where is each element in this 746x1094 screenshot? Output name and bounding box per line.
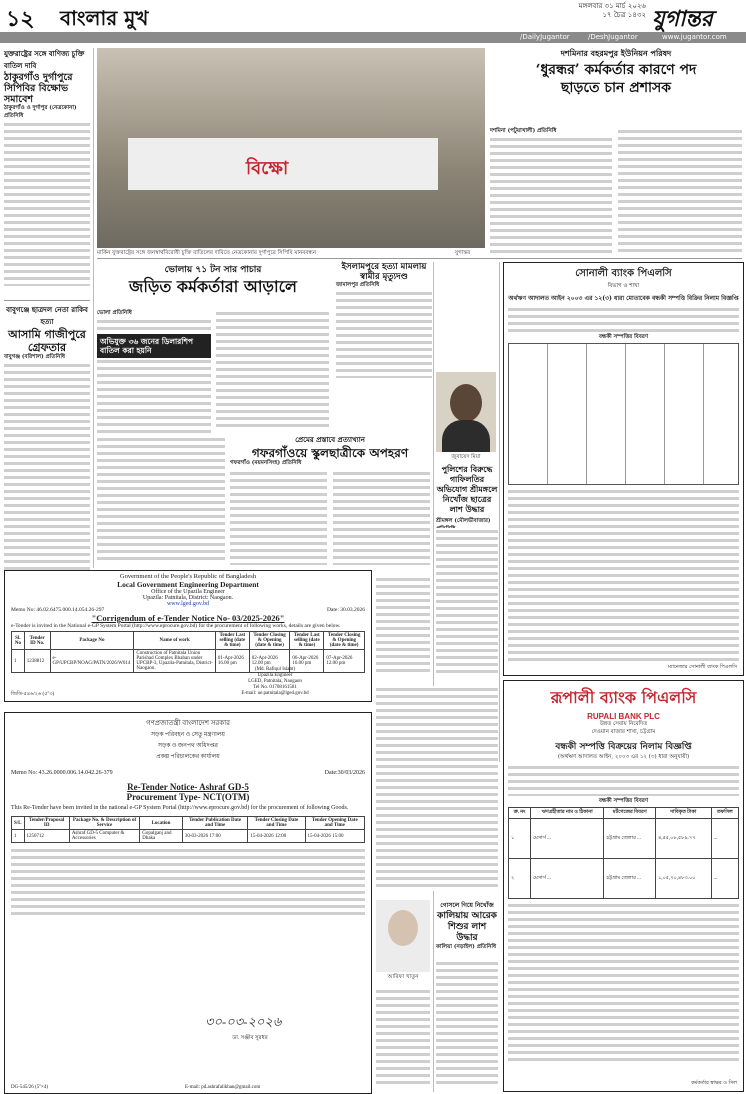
rupali-col-schedule: তফসিল <box>711 808 738 819</box>
prem-story <box>230 434 430 468</box>
divider <box>4 300 90 301</box>
student-body-3 <box>376 686 498 891</box>
psd-subtitle: Procurement Type- NCT(OTM) <box>126 792 250 802</box>
lged-col-id: Tender ID No. <box>24 632 50 650</box>
sonali-bank-name: সোনালী ব্যাংক পিএলসি <box>575 268 672 279</box>
psd-date: Date:30/03/2026 <box>324 770 365 776</box>
table-cell: ১ <box>509 819 531 859</box>
lged-code: জিডি-৫৪৬/২৬ (৫''৩) <box>11 692 55 697</box>
lged-intro: e-Tender is invited in the National e-GP System Portal (http://www.eprocure.gov.bd) for the procurement of following works, details are given below. <box>11 623 341 629</box>
lged-tender-ad <box>4 570 372 702</box>
lged-gov: Government of the People's Republic of Bangladesh <box>119 573 257 580</box>
sonali-office: বিভাগ ও শাখা <box>607 283 640 289</box>
prem-story-headline: গফরগাঁওয়ে স্কুলছাত্রীকে অপহরণ <box>251 446 409 460</box>
student-name: জুবায়েদ মিয়া <box>451 454 481 460</box>
left-story-2-byline: বাবুগঞ্জ (বরিশাল) প্রতিনিধি <box>4 354 65 360</box>
center-story-headline: জড়িত কর্মকর্তারা আড়ালে <box>129 277 297 296</box>
rupali-terms <box>508 902 739 1062</box>
left-story-2-kicker: বাবুগঞ্জে ছাত্রদল নেতা রাকিব হত্যা <box>6 305 88 326</box>
psd-title: Re-Tender Notice- Ashraf GD-5 <box>127 782 249 792</box>
lged-col-sell-old: Tender Last selling (date & time) <box>215 632 249 650</box>
child-name: আরিফা খাতুন <box>387 974 419 980</box>
prem-story-byline: গফরগাঁও (ময়মনসিংহ) প্রতিনিধি <box>230 460 302 466</box>
psd-col-sl: S/L <box>12 817 25 830</box>
rupali-property-table <box>508 807 739 899</box>
child-byline: কালিয়া (নড়াইল) প্রতিনিধি <box>436 944 497 950</box>
lged-col-close-old: Tender Closing & Opening (date & time) <box>249 632 290 650</box>
table-cell: 15-04-2026 12:00 <box>248 830 305 843</box>
sonali-footer: ম্যানেজার সোনালী ব্যাংক পিএলসি <box>668 664 737 670</box>
center-story-col-1 <box>97 310 211 452</box>
lged-memo: Memo No: 46.02.6475.000.14.054.26-297 <box>11 607 105 613</box>
psd-memo-line <box>5 762 371 776</box>
student-shirt <box>442 420 490 452</box>
psd-col-location: Location <box>140 817 183 830</box>
lged-col-sell-new: Tender Last selling (date & time) <box>290 632 324 650</box>
student-photo <box>436 372 496 452</box>
right-story-body-1 <box>490 136 612 254</box>
table-cell: Ashraf GD-5 Computer & Accessories <box>69 830 139 843</box>
center-story-body-4 <box>97 436 225 564</box>
child-kicker: গোসলে গিয়ে নিখোঁজ <box>440 902 494 909</box>
right-story <box>490 48 742 97</box>
left-story-1-byline: ঠাকুরগাঁও ও দুর্গাপুর (নেত্রকোনা) প্রতিনিধি <box>4 105 77 119</box>
left-story-2 <box>4 304 90 587</box>
psd-signature: ৩০-০৩-২০২৬ <box>205 1014 282 1029</box>
lged-address: Upazila: Patnitala, District: Naogaon. <box>142 595 234 601</box>
rupali-tagline: উন্নত সেবায় নিবেদিত <box>599 721 648 727</box>
child-photo <box>376 900 430 972</box>
table-cell: মেসার্স ... <box>531 819 604 859</box>
main-photo <box>97 48 485 248</box>
table-cell: ২ <box>509 859 531 899</box>
sonali-intro <box>508 306 739 334</box>
psd-tender-table <box>11 816 365 843</box>
table-cell: ... <box>711 819 738 859</box>
right-story-body-2 <box>618 128 742 253</box>
social-handle-2[interactable]: /DeshJugantor <box>588 33 638 41</box>
right-story-col-1 <box>490 128 612 254</box>
rupali-bank-name-bn: রূপালী ব্যাংক পিএলসি <box>550 688 697 707</box>
table-header-row <box>12 817 365 830</box>
divider <box>97 258 742 259</box>
table-cell: 1238812 <box>24 650 50 673</box>
rupali-bank-ad <box>503 680 744 1092</box>
right-story-headline-1: ‘ধুরন্ধর’ কর্মকর্তার কারণে পদ <box>535 62 697 78</box>
table-cell: e-GP/UPCBP/NOAG/PATN/2026/W014 <box>50 650 134 673</box>
center-story-body-1 <box>97 318 211 334</box>
murder-story <box>336 262 432 378</box>
lged-office: Office of the Upazila Engineer <box>151 589 225 595</box>
left-story-1 <box>4 48 90 286</box>
student-body-2 <box>376 576 430 676</box>
table-row <box>509 819 739 859</box>
center-story-kicker: ভোলায় ৭১ টন সার পাচার <box>164 265 262 275</box>
murder-story-kicker: ইসলামপুরে হত্যা মামলায় স্বামীর মৃত্যুদণ্ড <box>341 262 427 282</box>
left-story-1-headline: ঠাকুরগাঁও দুর্গাপুরে সিপিবির বিক্ষোভ সমাবেশ <box>4 72 73 105</box>
sonali-property-table <box>508 343 739 485</box>
lged-col-work: Name of work <box>134 632 216 650</box>
left-story-1-body <box>4 121 90 286</box>
lged-col-package: Package No <box>50 632 134 650</box>
table-header-row <box>509 808 739 819</box>
murder-story-body <box>336 290 432 378</box>
column-divider <box>93 48 94 568</box>
sonali-bank-ad <box>503 262 744 676</box>
prem-story-kicker: প্রেমের প্রস্তাবে প্রত্যাখ্যান <box>295 435 365 444</box>
table-cell: 30-03-2026 17:00 <box>182 830 248 843</box>
table-cell: 07-Apr-2026 12.00 pm <box>324 650 365 673</box>
left-story-2-headline: আসামি গাজীপুরে গ্রেফতার <box>8 328 86 354</box>
right-story-byline: দশমিনা (পটুয়াখালী) প্রতিনিধি <box>490 128 557 134</box>
lged-date: Date: 30.03.2026 <box>326 607 365 613</box>
left-story-1-kicker: যুক্তরাষ্ট্রের সঙ্গে বাণিজ্য চুক্তি বাতিল দাবি <box>4 49 85 70</box>
sonali-terms <box>508 488 739 663</box>
table-row <box>509 859 739 899</box>
page-number: ১২ <box>6 6 35 32</box>
psd-intro: This Re-Tender have been invited in the national e-GP System Portal (http://www.eprocure.gov.bd) for the procurement of following Goods. <box>11 805 349 811</box>
table-cell: মেসার্স ... <box>531 859 604 899</box>
brand-logo: যুগান্তর <box>652 6 713 32</box>
psd-tender-ad <box>4 712 372 1094</box>
psd-gov: গণপ্রজাতন্ত্রী বাংলাদেশ সরকার <box>145 719 231 727</box>
center-story-byline: ভোলা প্রতিনিধি <box>97 310 132 316</box>
lged-title: "Corrigendum of e-Tender Notice No- 03/2025-2026" <box>91 613 285 623</box>
lged-signer-email: E-mail: ue.patnitala@lged.gov.bd <box>241 691 309 696</box>
social-bar <box>0 32 746 43</box>
photo-banner-text: বিক্ষো <box>245 157 289 179</box>
prem-story-body-2 <box>333 470 430 565</box>
psd-col-publication: Tender Publication Date and Time <box>182 817 248 830</box>
rupali-footer: কর্মকর্তার স্বাক্ষর ও সিল <box>691 1080 737 1086</box>
psd-ministry: সড়ক পরিবহন ও সেতু মন্ত্রণালয় <box>151 732 225 738</box>
rupali-subtitle: (অর্থঋণ আদালত আইন, ২০০৩ এর ১২ (৩) ধারা অনুযায়ী) <box>557 754 690 760</box>
rupali-col-sl: ক্র. নং <box>509 808 531 819</box>
table-row <box>12 830 365 843</box>
right-story-headline-2: ছাড়তে চান প্রশাসক <box>560 80 672 96</box>
psd-col-id: Tender/Proposal ID <box>24 817 69 830</box>
rupali-office: দেওয়ান বাজার শাখা, চট্টগ্রাম <box>591 729 656 735</box>
psd-project: প্রকল্প পরিচালকের কার্যালয় <box>156 754 220 760</box>
lged-signer-office: LGED, Patnitala, Naogaon <box>248 679 302 684</box>
table-cell: চট্টগ্রাম জেলার ... <box>604 819 656 859</box>
child-headline: কালিয়ায় আরেক শিশুর লাশ উদ্ধার <box>437 911 497 943</box>
photo-credit: যুগান্তর <box>455 250 471 256</box>
rupali-table-title: বন্ধকী সম্পত্তির বিবরণ <box>598 798 649 804</box>
psd-code: DG-545/26 (5''×4) <box>11 1085 48 1090</box>
social-handle-1[interactable]: /DailyJugantor <box>520 33 570 41</box>
date-bangla: ১৭ চৈত্র ১৪৩২ <box>602 11 646 19</box>
lged-signer: (Md. Rafiqul Islam) <box>254 667 296 672</box>
center-story <box>97 262 329 297</box>
prem-story-body-1 <box>230 470 327 565</box>
photo-banner <box>128 138 438 190</box>
table-header-row <box>12 632 365 650</box>
table-cell: 01-Apr-2026 16.00 pm <box>215 650 249 673</box>
psd-signer: ডা. সঞ্জীব সুরধর <box>232 1035 268 1041</box>
psd-email: E-mail: pd.ashrafalikhan@gmail.com <box>185 1085 261 1090</box>
student-byline: শ্রীমঙ্গল (মৌলভীবাজার) <box>436 518 491 524</box>
rupali-col-borrower: ঋণগ্রহীতার নাম ও ঠিকানা <box>531 808 604 819</box>
lged-dept: Local Government Engineering Department <box>117 580 259 589</box>
table-cell: ১,০৫,৭০,৪৮৩.০০ <box>656 859 712 899</box>
psd-terms <box>11 847 365 917</box>
table-cell: 02-Apr-2026 12.00 pm <box>249 650 290 673</box>
rupali-intro <box>508 764 739 796</box>
murder-story-byline: জামালপুর প্রতিনিধি <box>336 282 380 288</box>
table-cell: 1 <box>12 650 25 673</box>
section-title: বাংলার মুখ <box>60 6 149 30</box>
sonali-table-title: বন্ধকী সম্পত্তির বিবরণ <box>598 334 649 340</box>
website-link[interactable]: www.jugantor.com <box>662 33 727 41</box>
rupali-title: বন্ধকী সম্পত্তি বিক্রয়ের নিলাম বিজ্ঞপ্তি <box>555 742 692 752</box>
table-cell: ৪,৫৫,০৮,৫৮৯.৭৭ <box>656 819 712 859</box>
table-cell: 06-Apr-2026 16.00 pm <box>290 650 324 673</box>
date-english: মঙ্গলবার ৩১ মার্চ ২০২৬ <box>578 2 646 10</box>
child-story <box>436 900 498 952</box>
table-cell: 1 <box>12 830 25 843</box>
psd-dept: সড়ক ও জনপথ অধিদপ্তর <box>158 743 218 749</box>
lged-col-sl: Sl. No <box>12 632 25 650</box>
child-face <box>388 910 418 946</box>
rupali-col-claim: দাবিকৃত টাকা <box>656 808 712 819</box>
lged-signer-tel: Tel No. 01708161581 <box>253 685 297 690</box>
lged-signer-title: Upazila Engineer <box>257 673 293 678</box>
lged-signer-block <box>215 667 335 697</box>
table-cell: Construction of Patnitala Union Parishad Complex Bhaban under UPCBP-3, Upazila-Patnitala, District-Naogaon. <box>134 650 216 673</box>
student-headline: পুলিশের বিরুদ্ধে গাফিলতির অভিযোগ শ্রীমঙ্গলে নিখোঁজ ছাত্রের লাশ উদ্ধার <box>436 464 498 514</box>
center-story-body-3 <box>216 310 329 430</box>
student-face <box>450 384 482 422</box>
psd-col-opening: Tender Opening Date and Time <box>305 817 364 830</box>
column-divider <box>499 262 500 762</box>
student-body-1 <box>436 528 498 676</box>
table-cell: চট্টগ্রাম জেলার ... <box>604 859 656 899</box>
lged-col-close-new: Tender Closing & Opening (date & time) <box>324 632 365 650</box>
rupali-col-mortgage: মর্টগেজের বিবরণ <box>604 808 656 819</box>
table-cell: ... <box>711 859 738 899</box>
psd-memo: Memo No: 43.26.0000.006.14.042.26-379 <box>11 770 113 776</box>
photo-caption: মার্কিন যুক্তরাষ্ট্রের সঙ্গে জনস্বার্থবিরোধী চুক্তি বাতিলের দাবিতে নেত্রকোনার দুর্গাপুরে সিপিবি মানববন্ধন <box>97 250 317 256</box>
table-cell: 15-04-2026 15:00 <box>305 830 364 843</box>
sonali-title: অর্থঋণ আদালত আইন ২০০৩ এর ১২(৩) ধারা মোতাবেক বন্ধকী সম্পত্তি বিক্রির নিলাম বিজ্ঞপ্তি <box>508 295 739 302</box>
center-story-callout: অভিযুক্ত ৩৬ জনের ডিলারশিপ বাতিল করা হয়নি <box>97 334 211 358</box>
left-story-2-body <box>4 362 90 587</box>
psd-col-closing: Tender Closing Date and Time <box>248 817 305 830</box>
table-cell: Gopalganj and Dhaka <box>140 830 183 843</box>
right-story-kicker: দশমিনার বহরমপুর ইউনিয়ন পরিষদ <box>560 48 672 58</box>
lged-website[interactable]: www.lged.gov.bd <box>166 601 210 607</box>
table-cell: 1250712 <box>24 830 69 843</box>
column-divider <box>433 262 434 1092</box>
child-body-2 <box>436 960 498 1088</box>
rupali-bank-name-en: RUPALI BANK PLC <box>587 712 660 721</box>
child-body-1 <box>376 988 430 1088</box>
psd-col-package: Package No. & Description of Service <box>69 817 139 830</box>
dateline <box>560 2 646 20</box>
